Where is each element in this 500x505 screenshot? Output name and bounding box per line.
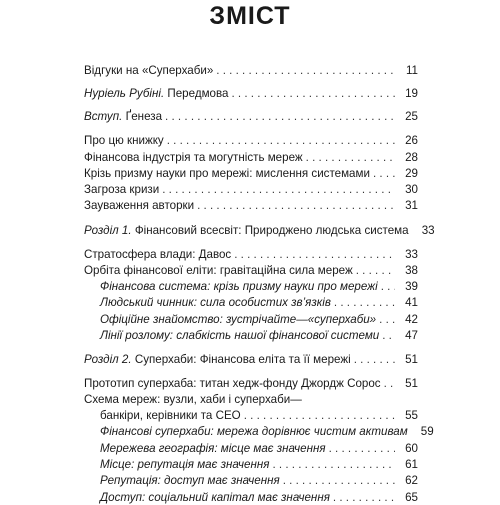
toc-entry-title (84, 134, 164, 148)
toc-entry-text: Фінансова система: крізь призму науки про мережі (100, 280, 378, 293)
toc-page-number: 62 (405, 474, 418, 487)
dot-leader (306, 151, 395, 165)
toc-page-number: 26 (405, 134, 418, 147)
toc-entry[interactable] (100, 329, 418, 343)
toc-entry-text: Фінансова індустрія та могутність мереж (84, 151, 303, 164)
toc-page-number: 31 (405, 199, 418, 212)
toc-entry-title (84, 110, 162, 124)
toc-entry-text: Про цю книжку (84, 134, 164, 147)
dot-leader (283, 474, 395, 488)
toc-entry-text: Суперхаби: Фінансова еліта та її мережі (131, 353, 351, 366)
toc-page-number: 25 (405, 110, 418, 123)
toc-entry[interactable] (84, 393, 418, 407)
toc-page-number: 39 (405, 280, 418, 293)
toc-entry[interactable] (100, 296, 418, 310)
toc-entry-title (84, 167, 370, 181)
dot-leader (272, 458, 395, 472)
toc-entry-text: Фінансовий всесвіт: Природжено людська система (131, 224, 409, 237)
toc-entry-title (84, 87, 228, 101)
toc-entry-text: Лінії розлому: слабкість нашої фінансової системи (100, 329, 380, 342)
toc-page-number: 33 (421, 224, 435, 237)
toc-entry[interactable] (84, 199, 418, 213)
dot-leader (244, 409, 395, 423)
toc-entry-text: Місце: репутація має значення (100, 458, 270, 471)
toc-page-number: 30 (405, 183, 418, 196)
dot-leader (382, 329, 395, 343)
toc-page-number: 33 (405, 248, 418, 261)
toc-entry[interactable] (84, 224, 435, 238)
dot-leader (334, 296, 395, 310)
toc-entry-title (100, 474, 280, 488)
toc-entry-title (84, 264, 353, 278)
toc-entry-title (100, 425, 408, 439)
toc-page-number: 29 (405, 167, 418, 180)
toc-entry[interactable] (100, 425, 434, 439)
toc-entry-title (84, 151, 303, 165)
toc-entry[interactable] (100, 313, 418, 327)
toc-page-number: 47 (405, 329, 418, 342)
toc-entry[interactable] (100, 474, 418, 488)
toc-entry-text: Стратосфера влади: Давос (84, 248, 232, 261)
toc-entry-prefix: Нуріель Рубіні. (84, 87, 165, 100)
toc-entry[interactable] (84, 110, 418, 124)
toc-entry-title (84, 248, 231, 262)
toc-entry-text: Загроза кризи (84, 183, 160, 196)
toc-entry-title (84, 377, 381, 391)
toc-entry[interactable] (84, 151, 418, 165)
dot-leader (167, 134, 395, 148)
toc-entry-title (84, 224, 409, 238)
dot-leader (162, 183, 395, 197)
toc-page-number: 65 (405, 491, 418, 504)
toc-page-number: 11 (405, 64, 418, 77)
toc-entry[interactable] (100, 409, 418, 423)
toc-page-number: 60 (405, 442, 418, 455)
toc-entry-text: Ґенеза (122, 110, 163, 123)
dot-leader (354, 353, 395, 367)
toc-page-number: 61 (405, 458, 418, 471)
toc-page-number: 28 (405, 151, 418, 164)
dot-leader (373, 167, 395, 181)
dot-leader (234, 248, 395, 262)
toc-entry-text: Крізь призму науки про мережі: мислення системами (84, 167, 370, 180)
toc-entry[interactable] (100, 458, 418, 472)
toc-entry[interactable] (100, 442, 418, 456)
dot-leader (197, 199, 395, 213)
toc-entry[interactable] (100, 280, 418, 294)
dot-leader (333, 491, 395, 505)
toc-entry-text: Зауваження авторки (84, 199, 195, 212)
toc-entry-title (84, 353, 351, 367)
toc-entry-text: Відгуки на «Суперхаби» (84, 64, 214, 77)
page-title: ЗМІСТ (209, 2, 291, 30)
dot-leader (329, 442, 395, 456)
toc-page-number: 59 (420, 425, 434, 438)
toc-entry[interactable] (100, 491, 418, 505)
toc-entry-text: Офіційне знайомство: зустрічайте—«суперхаби» (100, 313, 377, 326)
dot-leader (381, 280, 395, 294)
toc-entry-text: Прототип суперхаба: титан хедж-фонду Джордж Сорос (84, 377, 381, 390)
toc-entry-title (100, 458, 269, 472)
toc-entry-prefix: Вступ. (84, 110, 123, 123)
toc-entry[interactable] (84, 167, 418, 181)
toc-entry-text: Репутація: доступ має значення (100, 474, 280, 487)
toc-entry[interactable] (84, 248, 418, 262)
toc-entry-title (100, 313, 376, 327)
toc-entry[interactable] (84, 353, 418, 367)
toc-entry-prefix: Розділ 2. (84, 353, 132, 366)
toc-entry-title (100, 491, 330, 505)
toc-entry-title (100, 296, 331, 310)
toc-entry-title (84, 183, 159, 197)
toc-entry[interactable] (84, 87, 418, 101)
toc-entry-title (84, 199, 194, 213)
toc-entry-text: Людський чинник: сила особистих зв’язків (100, 296, 331, 309)
toc-page-number: 41 (405, 296, 418, 309)
toc-entry-title (84, 393, 302, 407)
toc-page-number: 55 (405, 409, 418, 422)
dot-leader (356, 264, 395, 278)
toc-entry-text: Схема мереж: вузли, хаби і суперхаби— (84, 393, 302, 406)
toc-entry-title (100, 409, 241, 423)
toc-page-number: 51 (405, 377, 418, 390)
toc-entry[interactable] (84, 377, 418, 391)
toc-entry-text: Орбіта фінансової еліти: гравітаційна сила мереж (84, 264, 353, 277)
toc-entry-text: банкіри, керівники та CEO (100, 409, 241, 422)
toc-page-number: 42 (405, 313, 418, 326)
toc-entry[interactable] (84, 64, 418, 78)
dot-leader (165, 110, 395, 124)
toc-entry-text: Передмова (164, 87, 229, 100)
toc-entry-text: Фінансові суперхаби: мережа дорівнює чистим активам (100, 425, 408, 438)
toc-entry-text: Мережева географія: місце має значення (100, 442, 326, 455)
toc-page-number: 51 (405, 353, 418, 366)
dot-leader (216, 64, 395, 78)
toc-entry-text: Доступ: соціальний капітал має значення (100, 491, 330, 504)
dot-leader (231, 87, 395, 101)
toc-page-number: 19 (405, 87, 418, 100)
toc-entry[interactable] (84, 264, 418, 278)
dot-leader (379, 313, 395, 327)
toc-entry-title (84, 64, 213, 78)
toc-page-number: 38 (405, 264, 418, 277)
dot-leader (384, 377, 395, 391)
toc-entry-title (100, 280, 378, 294)
toc-entry-prefix: Розділ 1. (84, 224, 132, 237)
toc-entry[interactable] (84, 183, 418, 197)
toc-entry[interactable] (84, 134, 418, 148)
toc-entry-title (100, 329, 379, 343)
toc-entry-title (100, 442, 326, 456)
